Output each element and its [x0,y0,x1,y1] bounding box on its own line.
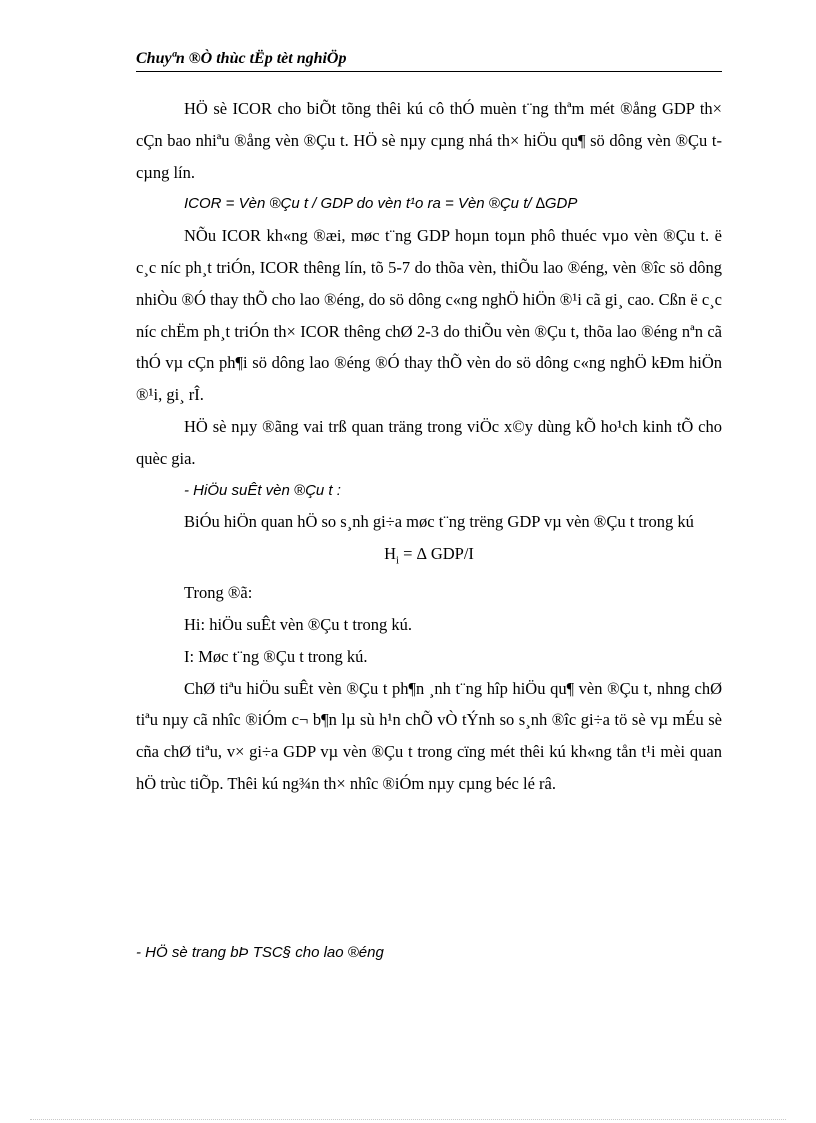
definition-hi: Hi: hiÖu suÊt vèn ®Çu t trong kú. [184,615,412,635]
paragraph-icor-role: HÖ sè nµy ®ãng vai trß quan träng trong viÖc x©y dùng kÕ ho¹ch kinh tÕ cho quèc gia. [136,416,722,468]
definition-i: I: Møc t¨ng ®Çu t trong kú. [184,646,368,666]
subheading-investment-efficiency: - HiÖu suÊt vèn ®Çu t : [184,481,341,499]
paragraph-efficiency-limitation: ChØ tiªu hiÖu suÊt vèn ®Çu t ph¶n ¸nh t¨ng hîp hiÖu qu¶ vèn ®Çu t, nhng chØ tiªu nµy cã nhîc ®iÓm c¬ b¶n lµ sù h¹n chÕ vÒ tÝnh so s¸nh ®îc gi÷a tö sè vµ mÉu sè cña chØ tiªu, v× gi÷a GDP vµ vèn ®Çu t trong cïng mét thêi kú kh«ng tån t¹i mèi quan hÖ trùc tiÕp. Thêi kú ng¾n th× nhîc ®iÓm nµy cµng béc lé râ. [136,678,722,794]
running-header: Chuyªn ®Ò thùc tËp tèt nghiÖp [136,48,722,72]
equation-body: = ∆ GDP/I [399,544,474,564]
page-bottom-divider [30,1119,786,1120]
where-label: Trong ®ã: [184,583,253,603]
icor-formula: ICOR = Vèn ®Çu t / GDP do vèn t¹o ra = Vèn ®Çu t/ ∆GDP [184,195,578,213]
page-body [136,93,722,800]
paragraph-efficiency-definition: BiÓu hiÖn quan hÖ so s¸nh gi÷a møc t¨ng trëng GDP vµ vèn ®Çu t trong kú [184,512,694,532]
subheading-fixed-assets-per-worker: - HÖ sè trang bÞ TSC§ cho lao ®éng [136,944,384,961]
paragraph-icor-definition: HÖ sè ICOR cho biÕt tõng thêi kú cô thÓ muèn t¨ng thªm mét ®ång GDP th× cÇn bao nhiªu ®ång vèn ®Çu t. HÖ sè nµy cµng nhá th× hiÖu qu¶ sö dông vèn ®Çu t cµng lín. [136,99,722,182]
equation-subscript: i [395,554,400,567]
equation-symbol: H [384,544,396,564]
paragraph-icor-comparison: NÕu ICOR kh«ng ®æi, møc t¨ng GDP hoµn toµn phô thuéc vµo vèn ®Çu t. ë c¸c níc ph¸t triÓn, ICOR thêng lín, tõ 5-7 do thõa vèn, thiÕu lao ®éng, vèn ®îc sö dông nhiÒu ®Ó thay thÕ cho lao ®éng, do sö dông c«ng nghÖ hiÖn ®¹i cã gi¸ cao. Cßn ë c¸c níc chËm ph¸t triÓn th× ICOR thêng chØ 2-3 do thiÕu vèn ®Çu t, thõa lao ®éng nªn cã thÓ vµ cÇn ph¶i sö dông lao ®éng ®Ó thay thÕ vèn do sö dông c«ng nghÖ kÐm hiÖn ®¹i, gi¸ rÎ. [136,226,722,405]
efficiency-equation [136,538,722,577]
